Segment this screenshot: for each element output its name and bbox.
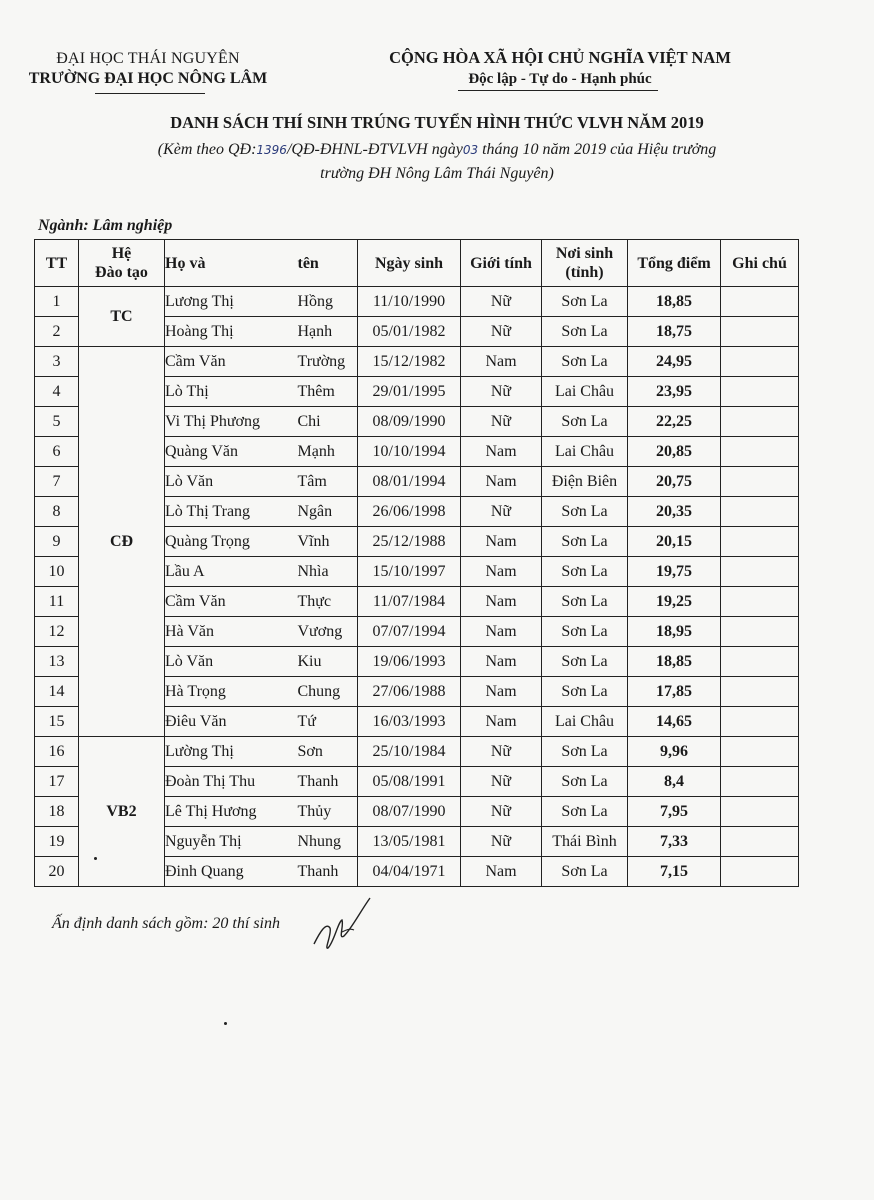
row-ngay-sinh: 04/04/1971 — [358, 857, 461, 887]
row-tt: 2 — [35, 317, 79, 347]
row-noi-sinh: Lai Châu — [542, 707, 628, 737]
row-tong-diem: 18,85 — [628, 647, 721, 677]
table-row — [35, 737, 799, 767]
row-tt: 10 — [35, 557, 79, 587]
subtitle-part2: /QĐ-ĐHNL-ĐTVLVH ngày — [286, 141, 463, 158]
row-ho: Cầm Văn — [165, 347, 298, 377]
header-noi-sinh-line1: Nơi sinh — [555, 245, 614, 262]
table-header-row — [35, 240, 799, 287]
row-ten: Kiu — [298, 647, 358, 677]
row-tong-diem: 18,75 — [628, 317, 721, 347]
row-gioi-tinh: Nam — [461, 347, 542, 377]
row-ngay-sinh: 26/06/1998 — [358, 497, 461, 527]
row-noi-sinh: Sơn La — [542, 557, 628, 587]
row-gioi-tinh: Nữ — [461, 797, 542, 827]
row-gioi-tinh: Nam — [461, 587, 542, 617]
row-ghi-chu — [721, 827, 799, 857]
row-ghi-chu — [721, 587, 799, 617]
row-tt: 9 — [35, 527, 79, 557]
row-ghi-chu — [721, 527, 799, 557]
row-tong-diem: 7,33 — [628, 827, 721, 857]
row-ten: Chi — [298, 407, 358, 437]
document-subtitle — [60, 138, 814, 185]
row-he-dao-tao: CĐ — [79, 347, 165, 737]
row-gioi-tinh: Nam — [461, 557, 542, 587]
row-ghi-chu — [721, 677, 799, 707]
row-tong-diem: 17,85 — [628, 677, 721, 707]
row-ngay-sinh: 25/12/1988 — [358, 527, 461, 557]
header-right — [370, 48, 750, 88]
row-tt: 1 — [35, 287, 79, 317]
row-ten: Nhìa — [298, 557, 358, 587]
row-ho: Quàng Trọng — [165, 527, 298, 557]
row-tt: 5 — [35, 407, 79, 437]
row-ngay-sinh: 15/12/1982 — [358, 347, 461, 377]
row-ho: Điêu Văn — [165, 707, 298, 737]
row-ho: Cầm Văn — [165, 587, 298, 617]
header-he-dao-tao — [79, 240, 165, 287]
row-ghi-chu — [721, 287, 799, 317]
row-tong-diem: 20,85 — [628, 437, 721, 467]
row-noi-sinh: Điện Biên — [542, 467, 628, 497]
row-ten: Chung — [298, 677, 358, 707]
row-ngay-sinh: 05/08/1991 — [358, 767, 461, 797]
row-noi-sinh: Thái Bình — [542, 827, 628, 857]
row-ngay-sinh: 25/10/1984 — [358, 737, 461, 767]
row-tt: 3 — [35, 347, 79, 377]
row-tong-diem: 7,95 — [628, 797, 721, 827]
row-gioi-tinh: Nữ — [461, 767, 542, 797]
row-noi-sinh: Sơn La — [542, 527, 628, 557]
row-tong-diem: 18,95 — [628, 617, 721, 647]
row-ho: Nguyễn Thị — [165, 827, 298, 857]
row-tong-diem: 20,35 — [628, 497, 721, 527]
row-tt: 8 — [35, 497, 79, 527]
row-ten: Hồng — [298, 287, 358, 317]
row-ten: Thanh — [298, 767, 358, 797]
row-he-dao-tao: TC — [79, 287, 165, 347]
row-noi-sinh: Sơn La — [542, 647, 628, 677]
row-noi-sinh: Sơn La — [542, 497, 628, 527]
row-ngay-sinh: 15/10/1997 — [358, 557, 461, 587]
row-ten: Tứ — [298, 707, 358, 737]
row-ghi-chu — [721, 617, 799, 647]
row-gioi-tinh: Nam — [461, 647, 542, 677]
row-noi-sinh: Sơn La — [542, 797, 628, 827]
header-ho-va: Họ và — [165, 240, 298, 287]
row-noi-sinh: Sơn La — [542, 737, 628, 767]
row-ghi-chu — [721, 377, 799, 407]
row-gioi-tinh: Nữ — [461, 827, 542, 857]
header-left — [28, 50, 268, 88]
table-body — [35, 287, 799, 887]
row-noi-sinh: Lai Châu — [542, 377, 628, 407]
subtitle-part3: tháng 10 năm 2019 của Hiệu trưởng — [478, 141, 717, 158]
national-title: CỘNG HÒA XÃ HỘI CHỦ NGHĨA VIỆT NAM — [389, 48, 731, 67]
row-tong-diem: 22,25 — [628, 407, 721, 437]
row-tt: 16 — [35, 737, 79, 767]
row-tt: 11 — [35, 587, 79, 617]
row-ngay-sinh: 27/06/1988 — [358, 677, 461, 707]
row-ho: Lò Văn — [165, 467, 298, 497]
row-noi-sinh: Sơn La — [542, 407, 628, 437]
header-ghi-chu: Ghi chú — [721, 240, 799, 287]
row-tong-diem: 24,95 — [628, 347, 721, 377]
candidate-table — [34, 239, 799, 887]
row-tong-diem: 9,96 — [628, 737, 721, 767]
row-ghi-chu — [721, 797, 799, 827]
row-ten: Nhung — [298, 827, 358, 857]
row-ghi-chu — [721, 467, 799, 497]
row-tt: 7 — [35, 467, 79, 497]
row-noi-sinh: Sơn La — [542, 317, 628, 347]
row-noi-sinh: Sơn La — [542, 587, 628, 617]
row-gioi-tinh: Nữ — [461, 407, 542, 437]
row-noi-sinh: Sơn La — [542, 767, 628, 797]
row-noi-sinh: Sơn La — [542, 347, 628, 377]
row-ghi-chu — [721, 437, 799, 467]
decision-number: 1396 — [256, 143, 287, 157]
row-tong-diem: 14,65 — [628, 707, 721, 737]
row-ghi-chu — [721, 317, 799, 347]
speck-dot — [224, 1022, 227, 1025]
row-tt: 19 — [35, 827, 79, 857]
row-ghi-chu — [721, 407, 799, 437]
row-gioi-tinh: Nam — [461, 527, 542, 557]
row-tt: 18 — [35, 797, 79, 827]
row-ghi-chu — [721, 737, 799, 767]
speck-dot — [94, 857, 97, 860]
header-left-underline — [95, 93, 205, 94]
row-ho: Lê Thị Hương — [165, 797, 298, 827]
row-ten: Thực — [298, 587, 358, 617]
row-ghi-chu — [721, 857, 799, 887]
row-tt: 14 — [35, 677, 79, 707]
subtitle-part1: (Kèm theo QĐ: — [157, 141, 257, 158]
row-ho: Đoàn Thị Thu — [165, 767, 298, 797]
document-title: DANH SÁCH THÍ SINH TRÚNG TUYỂN HÌNH THỨC VLVH NĂM 2019 — [170, 113, 704, 132]
row-ten: Thanh — [298, 857, 358, 887]
header-noi-sinh-line2: (tỉnh) — [565, 264, 604, 281]
row-ho: Lò Thị — [165, 377, 298, 407]
row-ten: Ngân — [298, 497, 358, 527]
row-gioi-tinh: Nam — [461, 467, 542, 497]
college-name: TRƯỜNG ĐẠI HỌC NÔNG LÂM — [28, 70, 268, 87]
row-ho: Lường Thị — [165, 737, 298, 767]
major-label: Ngành: Lâm nghiệp — [38, 217, 173, 234]
header-right-underline — [458, 90, 658, 91]
row-ghi-chu — [721, 497, 799, 527]
row-ngay-sinh: 11/10/1990 — [358, 287, 461, 317]
header-he-line2: Đào tạo — [95, 264, 148, 281]
row-gioi-tinh: Nam — [461, 857, 542, 887]
row-gioi-tinh: Nữ — [461, 377, 542, 407]
row-ngay-sinh: 19/06/1993 — [358, 647, 461, 677]
row-tt: 20 — [35, 857, 79, 887]
row-ten: Hạnh — [298, 317, 358, 347]
table-row — [35, 287, 799, 317]
row-ghi-chu — [721, 647, 799, 677]
table-row — [35, 347, 799, 377]
header-ngay-sinh: Ngày sinh — [358, 240, 461, 287]
decision-day: 03 — [462, 143, 479, 157]
row-ghi-chu — [721, 767, 799, 797]
row-ngay-sinh: 13/05/1981 — [358, 827, 461, 857]
subtitle-line2: trường ĐH Nông Lâm Thái Nguyên) — [320, 165, 554, 182]
row-ten: Sơn — [298, 737, 358, 767]
row-ngay-sinh: 08/07/1990 — [358, 797, 461, 827]
row-ten: Vĩnh — [298, 527, 358, 557]
row-tt: 12 — [35, 617, 79, 647]
row-ghi-chu — [721, 347, 799, 377]
row-gioi-tinh: Nữ — [461, 317, 542, 347]
row-ho: Hà Văn — [165, 617, 298, 647]
row-ngay-sinh: 29/01/1995 — [358, 377, 461, 407]
row-gioi-tinh: Nữ — [461, 497, 542, 527]
row-ngay-sinh: 08/01/1994 — [358, 467, 461, 497]
row-noi-sinh: Sơn La — [542, 287, 628, 317]
row-tt: 6 — [35, 437, 79, 467]
header-noi-sinh — [542, 240, 628, 287]
row-noi-sinh: Sơn La — [542, 617, 628, 647]
row-ngay-sinh: 07/07/1994 — [358, 617, 461, 647]
row-ho: Hà Trọng — [165, 677, 298, 707]
row-gioi-tinh: Nam — [461, 437, 542, 467]
row-ghi-chu — [721, 557, 799, 587]
row-ho: Hoàng Thị — [165, 317, 298, 347]
row-ten: Thêm — [298, 377, 358, 407]
row-tong-diem: 18,85 — [628, 287, 721, 317]
row-gioi-tinh: Nữ — [461, 737, 542, 767]
row-tong-diem: 8,4 — [628, 767, 721, 797]
row-noi-sinh: Sơn La — [542, 857, 628, 887]
university-name: ĐẠI HỌC THÁI NGUYÊN — [56, 50, 240, 67]
header-gioi-tinh: Giới tính — [461, 240, 542, 287]
row-he-dao-tao: VB2 — [79, 737, 165, 887]
row-ten: Mạnh — [298, 437, 358, 467]
row-ghi-chu — [721, 707, 799, 737]
row-ten: Thủy — [298, 797, 358, 827]
row-tt: 15 — [35, 707, 79, 737]
row-ngay-sinh: 08/09/1990 — [358, 407, 461, 437]
row-tt: 4 — [35, 377, 79, 407]
row-ho: Lò Văn — [165, 647, 298, 677]
row-noi-sinh: Sơn La — [542, 677, 628, 707]
row-ho: Lương Thị — [165, 287, 298, 317]
header-he-line1: Hệ — [111, 245, 132, 262]
header-tt: TT — [35, 240, 79, 287]
row-ngay-sinh: 05/01/1982 — [358, 317, 461, 347]
row-ho: Vi Thị Phương — [165, 407, 298, 437]
row-tong-diem: 19,75 — [628, 557, 721, 587]
row-ho: Lầu A — [165, 557, 298, 587]
row-ngay-sinh: 10/10/1994 — [358, 437, 461, 467]
national-motto: Độc lập - Tự do - Hạnh phúc — [468, 71, 652, 87]
signature-icon — [308, 892, 378, 962]
row-ho: Đinh Quang — [165, 857, 298, 887]
row-tong-diem: 7,15 — [628, 857, 721, 887]
row-ten: Vương — [298, 617, 358, 647]
row-tong-diem: 20,75 — [628, 467, 721, 497]
confirm-text: Ấn định danh sách gồm: 20 thí sinh — [52, 915, 280, 932]
row-gioi-tinh: Nam — [461, 617, 542, 647]
row-gioi-tinh: Nữ — [461, 287, 542, 317]
row-tt: 13 — [35, 647, 79, 677]
row-tong-diem: 20,15 — [628, 527, 721, 557]
row-ngay-sinh: 11/07/1984 — [358, 587, 461, 617]
row-tong-diem: 19,25 — [628, 587, 721, 617]
row-ngay-sinh: 16/03/1993 — [358, 707, 461, 737]
row-tt: 17 — [35, 767, 79, 797]
row-gioi-tinh: Nam — [461, 707, 542, 737]
header-tong-diem: Tổng điểm — [628, 240, 721, 287]
row-ho: Lò Thị Trang — [165, 497, 298, 527]
row-ten: Tâm — [298, 467, 358, 497]
row-gioi-tinh: Nam — [461, 677, 542, 707]
row-noi-sinh: Lai Châu — [542, 437, 628, 467]
row-tong-diem: 23,95 — [628, 377, 721, 407]
header-ten: tên — [298, 240, 358, 287]
row-ten: Trường — [298, 347, 358, 377]
row-ho: Quàng Văn — [165, 437, 298, 467]
